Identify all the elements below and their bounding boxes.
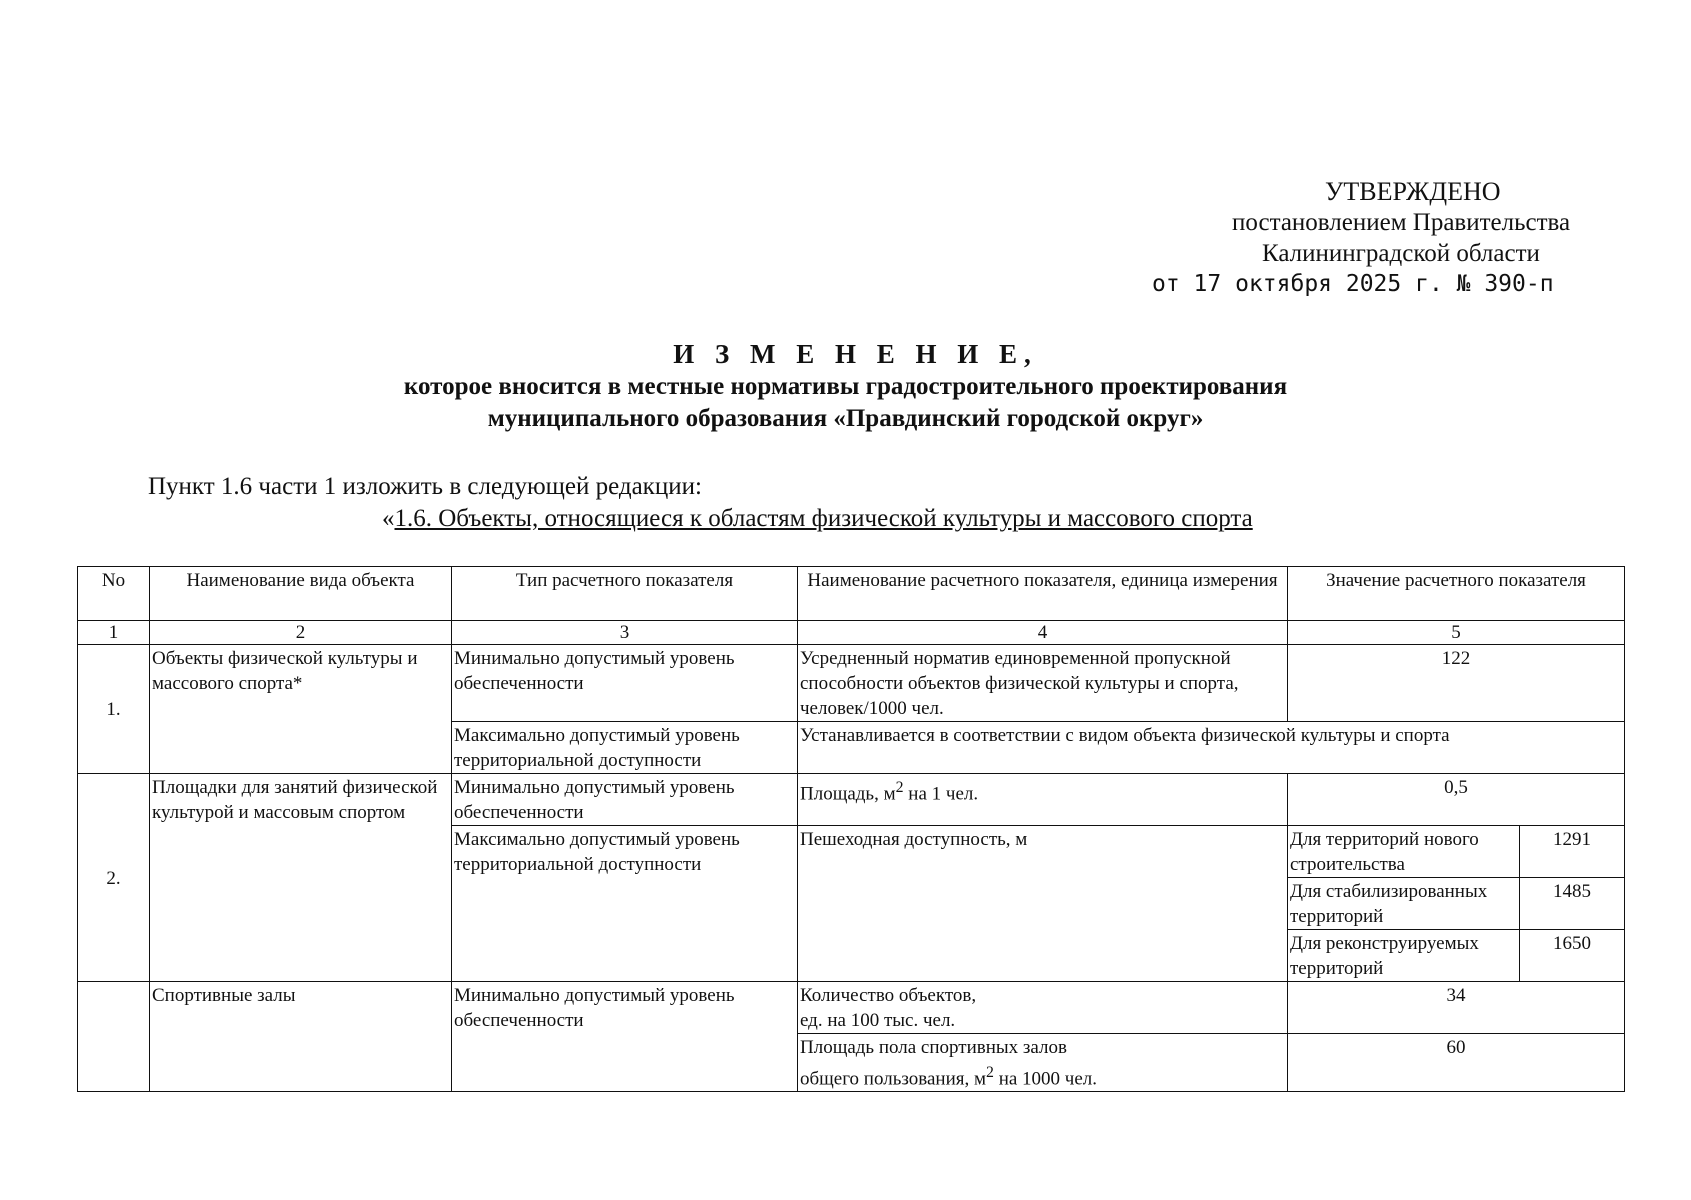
approval-issuer: постановлением Правительства — [1232, 209, 1571, 236]
row-number: 2. — [78, 774, 150, 982]
norms-table — [77, 566, 1625, 1092]
indicator-type: Максимально допустимый уровень территориальной доступности — [452, 826, 798, 982]
indicator-value: 60 — [1288, 1034, 1625, 1092]
indicator-type: Минимально допустимый уровень обеспеченности — [452, 645, 798, 722]
superscript: 2 — [895, 779, 904, 796]
column-number: 3 — [452, 621, 798, 645]
approval-region: Калининградской области — [1262, 240, 1540, 267]
header-indicator-name: Наименование расчетного показателя, единица измерения — [798, 567, 1288, 621]
indicator-name-text: Площадь пола спортивных залов — [800, 1037, 1067, 1058]
column-number: 2 — [150, 621, 452, 645]
territory-label: Для реконструируемых территорий — [1288, 930, 1520, 982]
column-number: 5 — [1288, 621, 1625, 645]
territory-value: 1650 — [1520, 930, 1625, 982]
object-name: Объекты физической культуры и массового спорта* — [150, 645, 452, 774]
row-number — [78, 982, 150, 1092]
section-heading — [382, 504, 1253, 534]
territory-label: Для стабилизированных территорий — [1288, 878, 1520, 930]
superscript: 2 — [986, 1064, 994, 1081]
territory-value: 1485 — [1520, 878, 1625, 930]
title-subtitle-2: муниципального образования «Правдинский городской округ» — [487, 405, 1204, 432]
approval-date-number: от 17 октября 2025 г. № 390-п — [1152, 271, 1554, 297]
title-main: И З М Е Н Е Н И Е, — [673, 339, 1038, 369]
instruction-text: Пункт 1.6 части 1 изложить в следующей редакции: — [148, 473, 702, 500]
indicator-name-text: Площадь, м — [800, 783, 896, 805]
approval-title: УТВЕРЖДЕНО — [1325, 177, 1501, 206]
indicator-name — [798, 774, 1288, 826]
indicator-name: Устанавливается в соответствии с видом объекта физической культуры и спорта — [798, 722, 1625, 774]
indicator-type: Минимально допустимый уровень обеспеченности — [452, 982, 798, 1092]
indicator-unit: ед. на 100 тыс. чел. — [800, 1010, 956, 1031]
header-type: Тип расчетного показателя — [452, 567, 798, 621]
title-subtitle-1: которое вносится в местные нормативы градостроительного проектирования — [403, 373, 1288, 400]
indicator-name: Пешеходная доступность, м — [798, 826, 1288, 982]
header-object: Наименование вида объекта — [150, 567, 452, 621]
indicator-unit: человек/1000 чел. — [800, 698, 944, 719]
indicator-name-suffix: на 1 чел. — [903, 783, 979, 805]
table-header-row — [78, 567, 1625, 621]
indicator-value: 34 — [1288, 982, 1625, 1034]
section-heading-text: 1.6. Объекты, относящиеся к областям физической культуры и массового спорта — [394, 505, 1253, 532]
object-name: Спортивные залы — [150, 982, 452, 1092]
territory-label: Для территорий нового строительства — [1288, 826, 1520, 878]
approval-stamp — [1150, 176, 1630, 300]
table-row — [78, 982, 1625, 1034]
header-value: Значение расчетного показателя — [1288, 567, 1625, 621]
table-row — [78, 774, 1625, 826]
object-name: Площадки для занятий физической культурой и массовым спортом — [150, 774, 452, 982]
indicator-value: 0,5 — [1288, 774, 1625, 826]
indicator-type: Максимально допустимый уровень территориальной доступности — [452, 722, 798, 774]
indicator-type: Минимально допустимый уровень обеспеченности — [452, 774, 798, 826]
column-number: 1 — [78, 621, 150, 645]
indicator-unit-suffix: на 1000 чел. — [993, 1068, 1098, 1090]
indicator-name-text: Количество объектов, — [800, 985, 977, 1006]
header-no: No — [78, 567, 150, 621]
indicator-value: 122 — [1288, 645, 1625, 722]
indicator-name — [798, 1034, 1288, 1092]
territory-value: 1291 — [1520, 826, 1625, 878]
table-row — [78, 645, 1625, 722]
indicator-name-text: Усредненный норматив единовременной пропускной способности объектов физической культуры и спорта, — [800, 648, 1239, 694]
row-number: 1. — [78, 645, 150, 774]
document-title — [0, 337, 1691, 435]
indicator-name — [798, 982, 1288, 1034]
column-number: 4 — [798, 621, 1288, 645]
table-column-numbers-row — [78, 621, 1625, 645]
indicator-name — [798, 645, 1288, 722]
indicator-unit-prefix: общего пользования, м — [800, 1068, 987, 1090]
section-heading-quote: « — [382, 505, 395, 532]
